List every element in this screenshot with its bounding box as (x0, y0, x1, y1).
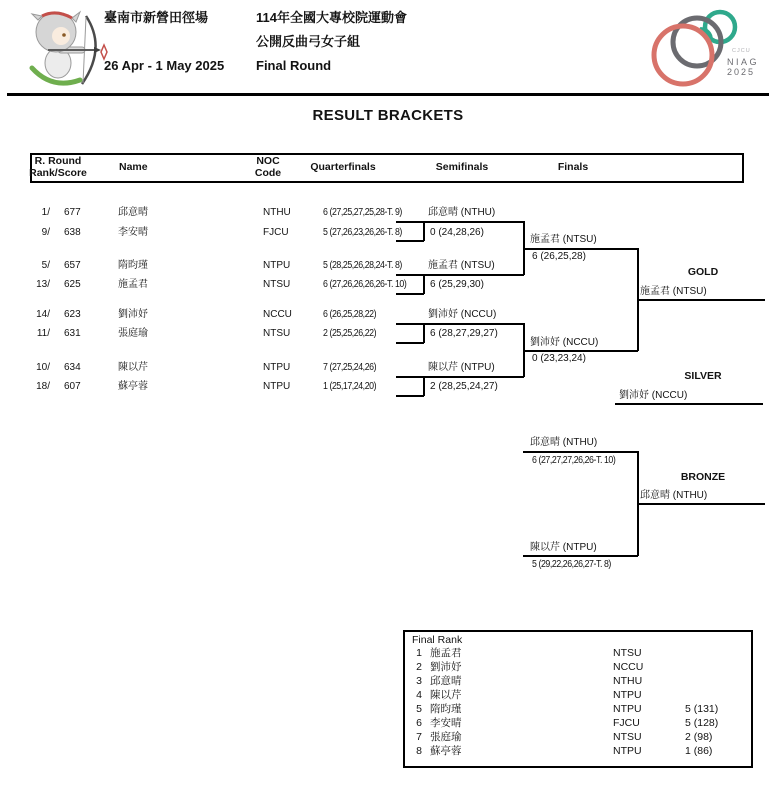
final-rank-name: 邱意晴 (430, 675, 462, 687)
qf-score: 6 (26,25,28,22) (323, 309, 377, 320)
sf-entry-name: 劉沛妤 (NCCU) (428, 309, 497, 320)
final-rank-pos: 4 (416, 689, 422, 701)
final-entry-name: 施孟君 (NTSU) (530, 234, 597, 245)
bronze-winner-line (637, 503, 765, 505)
col-noc-line2: Code (254, 167, 282, 179)
sf-entry-score: 6 (28,27,29,27) (430, 328, 498, 339)
competitor-rank: 5/ (41, 260, 50, 271)
qf-score: 6 (27,26,26,26,26-T. 10) (323, 279, 407, 290)
col-noc-line1: NOC (256, 155, 280, 167)
header-separator (7, 93, 769, 96)
col-rank-line1: R. Round (34, 155, 82, 167)
gold-label: GOLD (687, 266, 719, 278)
sf-entry-name: 邱意晴 (NTHU) (428, 207, 496, 218)
sf-entry-name: 施孟君 (NTSU) (428, 260, 495, 271)
competitor-name: 劉沛妤 (118, 309, 148, 320)
competitor-name: 張庭瑜 (118, 328, 148, 339)
final-rank-score: 2 (98) (685, 731, 713, 743)
qf-score: 7 (27,25,24,26) (323, 362, 377, 373)
final-rank-score: 5 (131) (685, 703, 719, 715)
bracket-line (396, 293, 424, 295)
final-rank-pos: 1 (416, 647, 422, 659)
competitor-rank: 11/ (36, 328, 50, 339)
bronze-label: BRONZE (680, 471, 726, 483)
final-rank-noc: NTSU (613, 647, 642, 659)
bracket-line (523, 248, 638, 250)
bracket-line (396, 376, 524, 378)
competitor-rank: 9/ (41, 227, 50, 238)
col-quarterfinals: Quarterfinals (310, 161, 376, 173)
final-rank-noc: FJCU (613, 717, 640, 729)
final-rank-name: 隋昀瑾 (430, 703, 462, 715)
competitor-rank: 10/ (36, 362, 50, 373)
competitor-noc: FJCU (263, 227, 289, 238)
competitor-name: 施孟君 (118, 279, 148, 290)
final-rank-name: 李安晴 (430, 717, 462, 729)
bracket-line (523, 350, 638, 352)
final-rank-name: 劉沛妤 (430, 661, 462, 673)
bracket-line (396, 221, 524, 223)
bracket-line (423, 323, 425, 343)
sf-entry-score: 0 (24,28,26) (430, 227, 484, 238)
final-rank-name: 施孟君 (430, 647, 462, 659)
qf-score: 1 (25,17,24,20) (323, 381, 377, 392)
final-rank-pos: 6 (416, 717, 422, 729)
competitor-rank: 13/ (36, 279, 50, 290)
final-rank-name: 蘇亭蓉 (430, 745, 462, 757)
final-entry-score: 6 (26,25,28) (532, 251, 586, 262)
final-rank-noc: NTPU (613, 703, 642, 715)
qf-score: 5 (27,26,23,26,26-T. 8) (323, 227, 402, 238)
competitor-name: 陳以芹 (118, 362, 148, 373)
svg-text:CJCU: CJCU (732, 48, 751, 54)
col-name: Name (119, 161, 148, 173)
competitor-score: 625 (64, 279, 81, 290)
competitor-score: 631 (64, 328, 81, 339)
competitor-noc: NCCU (263, 309, 292, 320)
competitor-score: 677 (64, 207, 81, 218)
competitor-rank: 18/ (36, 381, 50, 392)
competitor-noc: NTPU (263, 362, 291, 373)
competitor-noc: NTPU (263, 381, 291, 392)
competitor-name: 蘇亭蓉 (118, 381, 148, 392)
col-rank-line2: Rank/Score (29, 167, 87, 179)
bracket-line (396, 240, 424, 242)
final-rank-pos: 8 (416, 745, 422, 757)
competitor-score: 657 (64, 260, 81, 271)
bracket-line (396, 395, 424, 397)
final-rank-pos: 2 (416, 661, 422, 673)
silver-label: SILVER (684, 370, 722, 382)
final-rank-noc: NTHU (613, 675, 643, 687)
bronze-entry-name: 陳以芹 (NTPU) (530, 542, 597, 553)
final-rank-title: Final Rank (412, 634, 463, 646)
final-entry-score: 0 (23,23,24) (532, 353, 586, 364)
competitor-rank: 1/ (41, 207, 50, 218)
bracket-line (423, 274, 425, 294)
competitor-noc: NTSU (263, 328, 291, 339)
round-label: Final Round (256, 58, 332, 73)
bracket-line (523, 555, 638, 557)
competitor-name: 邱意晴 (118, 207, 148, 218)
competitor-rank: 14/ (36, 309, 50, 320)
bracket-line (396, 342, 424, 344)
dates-label: 26 Apr - 1 May 2025 (104, 58, 225, 73)
qf-score: 2 (25,25,26,22) (323, 328, 377, 339)
bracket-line (396, 274, 524, 276)
niag-2025-logo (648, 6, 772, 92)
final-rank-noc: NTPU (613, 745, 642, 757)
final-entry-name: 劉沛妤 (NCCU) (530, 337, 599, 348)
bracket-line (523, 451, 638, 453)
bracket-line (423, 376, 425, 396)
competitor-noc: NTHU (263, 207, 291, 218)
page-title: RESULT BRACKETS (312, 107, 464, 124)
silver-winner: 劉沛妤 (NCCU) (619, 390, 688, 401)
competitor-noc: NTPU (263, 260, 291, 271)
bronze-entry-score: 5 (29,22,26,26,27-T. 8) (532, 559, 611, 570)
final-rank-score: 5 (128) (685, 717, 719, 729)
mascot-archer-icon (20, 6, 108, 92)
competitor-name: 李安晴 (118, 227, 148, 238)
category-label: 公開反曲弓女子組 (256, 34, 361, 49)
event-title: 114年全國大專校院運動會 (256, 10, 407, 25)
final-rank-pos: 7 (416, 731, 422, 743)
bronze-entry-score: 6 (27,27,27,26,26-T. 10) (532, 455, 616, 466)
final-rank-name: 陳以芹 (430, 689, 462, 701)
qf-score: 6 (27,25,27,25,28-T. 9) (323, 207, 402, 218)
sf-entry-score: 6 (25,29,30) (430, 279, 484, 290)
competitor-score: 634 (64, 362, 81, 373)
competitor-score: 638 (64, 227, 81, 238)
bracket-line (423, 221, 425, 241)
competitor-score: 623 (64, 309, 81, 320)
svg-text:2025: 2025 (727, 67, 756, 77)
bracket-line (396, 323, 524, 325)
competitor-noc: NTSU (263, 279, 291, 290)
qf-score: 5 (28,25,26,28,24-T. 8) (323, 260, 402, 271)
final-rank-noc: NTPU (613, 689, 642, 701)
silver-winner-line (615, 403, 763, 405)
svg-text:NIAG: NIAG (727, 57, 760, 67)
gold-winner-line (637, 299, 765, 301)
col-finals: Finals (557, 161, 589, 173)
venue-label: 臺南市新營田徑場 (104, 10, 209, 25)
final-rank-pos: 3 (416, 675, 422, 687)
sf-entry-name: 陳以芹 (NTPU) (428, 362, 495, 373)
gold-winner: 施孟君 (NTSU) (640, 286, 707, 297)
competitor-name: 隋昀瑾 (118, 260, 148, 271)
col-semifinals: Semifinals (435, 161, 489, 173)
final-rank-noc: NCCU (613, 661, 644, 673)
final-rank-name: 張庭瑜 (430, 731, 462, 743)
bronze-entry-name: 邱意晴 (NTHU) (530, 437, 598, 448)
final-rank-score: 1 (86) (685, 745, 713, 757)
bronze-winner: 邱意晴 (NTHU) (640, 490, 708, 501)
competitor-score: 607 (64, 381, 81, 392)
final-rank-pos: 5 (416, 703, 422, 715)
sf-entry-score: 2 (28,25,24,27) (430, 381, 498, 392)
final-rank-noc: NTSU (613, 731, 642, 743)
